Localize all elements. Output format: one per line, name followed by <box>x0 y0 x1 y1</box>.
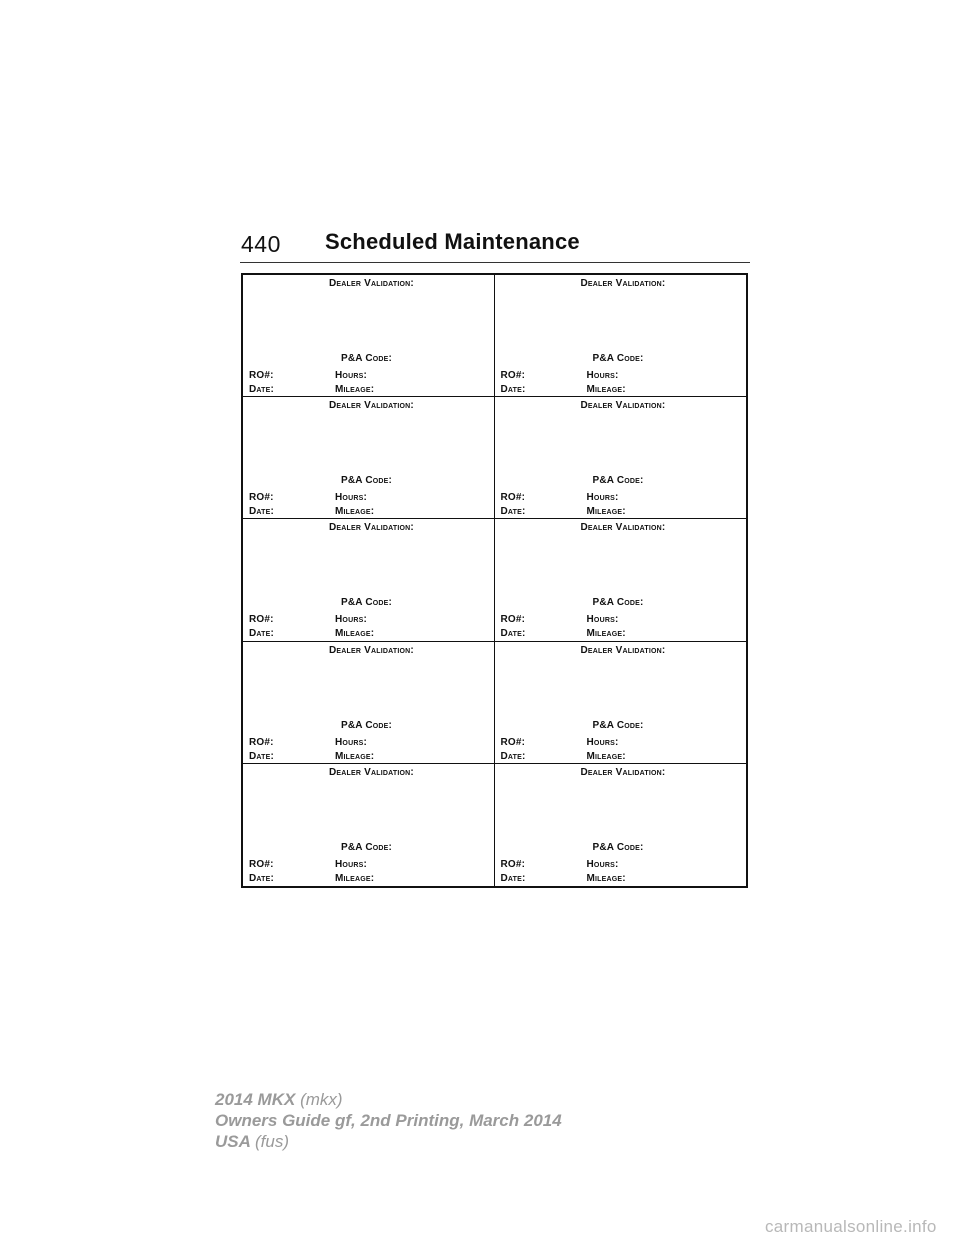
page-header <box>240 228 750 258</box>
date-label: Date: <box>500 628 526 640</box>
ro-number-label: RO#: <box>500 736 526 748</box>
hours-label: Hours: <box>335 614 367 626</box>
hours-label: Hours: <box>586 370 619 381</box>
pa-code-label: P&A Code: <box>592 719 644 731</box>
mileage-label: Mileage: <box>335 628 375 640</box>
record-cell <box>495 397 747 519</box>
footer-line-edition: Owners Guide gf, 2nd Printing, March 2014 <box>215 1111 562 1130</box>
dealer-validation-label: Dealer Validation: <box>329 522 414 534</box>
record-cell <box>243 519 495 641</box>
footer-line-region <box>215 1131 562 1152</box>
date-label: Date: <box>249 384 275 395</box>
mileage-label: Mileage: <box>586 628 626 640</box>
mileage-label: Mileage: <box>335 750 375 762</box>
hours-label: Hours: <box>586 614 619 626</box>
hours-label: Hours: <box>335 370 367 381</box>
footer-model-code: (mkx) <box>300 1090 343 1109</box>
footer-line-model <box>215 1089 562 1110</box>
header-divider <box>240 262 750 263</box>
hours-label: Hours: <box>335 858 367 870</box>
date-label: Date: <box>249 750 275 762</box>
hours-label: Hours: <box>586 736 619 748</box>
dealer-validation-label: Dealer Validation: <box>329 644 414 656</box>
record-cell <box>243 397 495 519</box>
hours-label: Hours: <box>335 492 367 504</box>
footer-region-code: (fus) <box>255 1132 289 1151</box>
pa-code-label: P&A Code: <box>592 353 644 364</box>
dealer-validation-label: Dealer Validation: <box>329 766 414 778</box>
date-label: Date: <box>500 384 526 395</box>
hours-label: Hours: <box>586 858 619 870</box>
ro-number-label: RO#: <box>249 370 274 381</box>
date-label: Date: <box>500 872 526 884</box>
dealer-validation-label: Dealer Validation: <box>329 400 414 412</box>
ro-number-label: RO#: <box>249 492 274 504</box>
mileage-label: Mileage: <box>586 384 626 395</box>
mileage-label: Mileage: <box>586 750 626 762</box>
pa-code-label: P&A Code: <box>592 475 644 487</box>
page-number: 440 <box>241 231 281 257</box>
watermark-text: carmanualsonline.info <box>765 1217 937 1236</box>
ro-number-label: RO#: <box>249 858 274 870</box>
date-label: Date: <box>500 506 526 518</box>
dealer-validation-label: Dealer Validation: <box>580 400 666 412</box>
date-label: Date: <box>249 506 275 518</box>
mileage-label: Mileage: <box>335 506 375 518</box>
pa-code-label: P&A Code: <box>341 841 393 853</box>
mileage-label: Mileage: <box>335 384 375 395</box>
section-title: Scheduled Maintenance <box>325 229 580 254</box>
pa-code-label: P&A Code: <box>592 841 644 853</box>
dealer-validation-label: Dealer Validation: <box>580 278 666 289</box>
dealer-validation-label: Dealer Validation: <box>580 644 666 656</box>
footer-region: USA <box>215 1132 251 1151</box>
mileage-label: Mileage: <box>335 872 375 884</box>
pa-code-label: P&A Code: <box>341 597 393 609</box>
pa-code-label: P&A Code: <box>341 353 393 364</box>
pa-code-label: P&A Code: <box>592 597 644 609</box>
pa-code-label: P&A Code: <box>341 475 393 487</box>
pa-code-label: P&A Code: <box>341 719 393 731</box>
ro-number-label: RO#: <box>249 614 274 626</box>
record-cell <box>495 642 747 764</box>
record-cell <box>495 764 747 886</box>
dealer-validation-label: Dealer Validation: <box>580 522 666 534</box>
record-cell <box>243 275 495 397</box>
hours-label: Hours: <box>335 736 367 748</box>
footer-model: 2014 MKX <box>215 1090 296 1109</box>
ro-number-label: RO#: <box>500 370 526 381</box>
document-footer <box>215 1089 562 1152</box>
hours-label: Hours: <box>586 492 619 504</box>
maintenance-record-grid <box>241 273 748 888</box>
ro-number-label: RO#: <box>500 492 526 504</box>
record-cell <box>243 764 495 886</box>
ro-number-label: RO#: <box>500 614 526 626</box>
ro-number-label: RO#: <box>500 858 526 870</box>
date-label: Date: <box>249 872 275 884</box>
mileage-label: Mileage: <box>586 506 626 518</box>
record-cell <box>243 642 495 764</box>
date-label: Date: <box>500 750 526 762</box>
date-label: Date: <box>249 628 275 640</box>
dealer-validation-label: Dealer Validation: <box>329 278 414 289</box>
dealer-validation-label: Dealer Validation: <box>580 766 666 778</box>
mileage-label: Mileage: <box>586 872 626 884</box>
record-cell <box>495 275 747 397</box>
ro-number-label: RO#: <box>249 736 274 748</box>
record-cell <box>495 519 747 641</box>
